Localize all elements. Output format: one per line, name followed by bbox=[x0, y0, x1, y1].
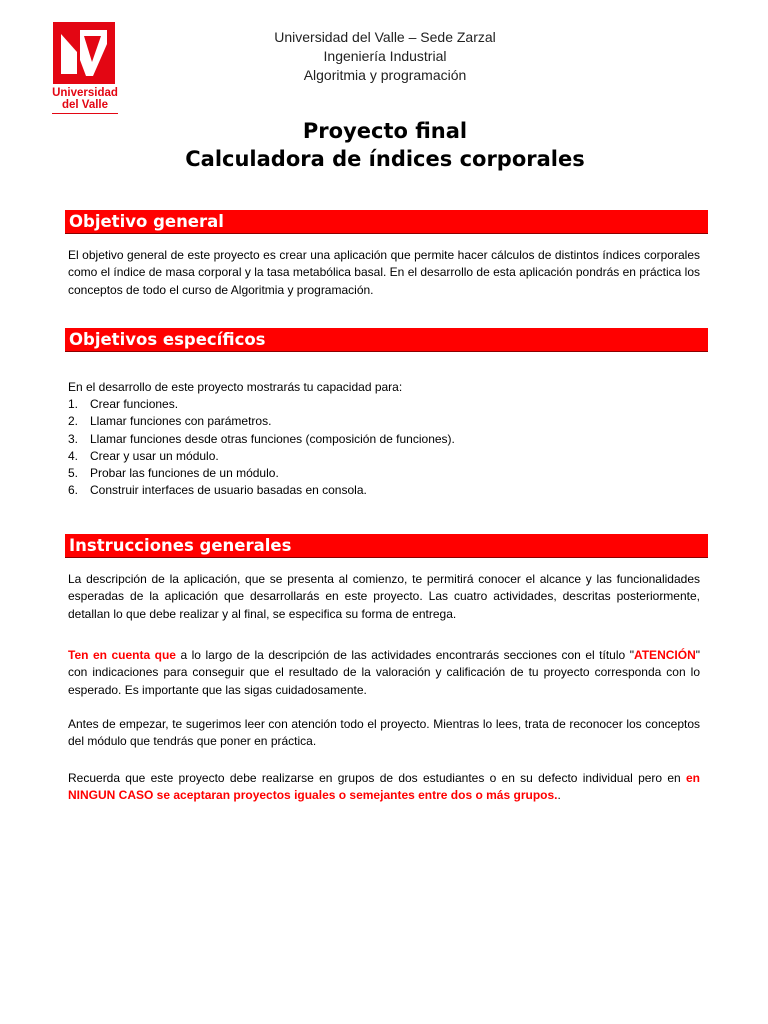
objetivo-general-text: El objetivo general de este proyecto es crear una aplicación que permite hacer cálculos de distintos índices corporales como el índice de masa corporal y la tasa metabólica basal. En el desarrollo de esta aplicación pondrás en práctica los conceptos de todo el curso de Algoritmia y programación. bbox=[68, 248, 700, 297]
section-heading-objetivos-especificos: Objetivos específicos bbox=[65, 328, 708, 352]
header-university: Universidad del Valle – Sede Zarzal bbox=[274, 29, 496, 45]
document-header bbox=[190, 28, 580, 85]
list-item: 2. Llamar funciones con parámetros. bbox=[68, 414, 272, 429]
title-line-2: Calculadora de índices corporales bbox=[185, 147, 585, 171]
title-line-1: Proyecto final bbox=[302, 119, 468, 143]
document-title bbox=[60, 117, 710, 173]
header-course: Algoritmia y programación bbox=[303, 67, 467, 83]
atencion-keyword: ATENCIÓN bbox=[633, 648, 696, 662]
ningun-caso-warning: en NINGUN CASO se aceptaran proyectos iguales o semejantes entre dos o más grupos. bbox=[68, 771, 700, 803]
list-item: 1. Crear funciones. bbox=[68, 397, 179, 411]
section-heading-instrucciones-generales: Instrucciones generales bbox=[65, 534, 708, 558]
instrucciones-paragraph-1: La descripción de la aplicación, que se presenta al comienzo, te permitirá conocer el alcance y las funcionalidades esperadas de la aplicación que desarrollarás en este proyecto. Las cuatro actividades, descritas posteriormente, detallan lo que debe realizar y al final, se especifica su forma de entrega. bbox=[68, 572, 700, 621]
instrucciones-paragraph-4: Recuerda que este proyecto debe realizarse en grupos de dos estudiantes o en su defecto individual pero en en NINGUN CASO se aceptaran proyectos iguales o semejantes entre dos o más grupos.. bbox=[68, 771, 700, 803]
section-heading-objetivo-general: Objetivo general bbox=[65, 210, 708, 234]
list-item: 5. Probar las funciones de un módulo. bbox=[68, 466, 279, 481]
list-item: 4. Crear y usar un módulo. bbox=[68, 448, 219, 463]
objetivos-especificos-intro: En el desarrollo de este proyecto mostrarás tu capacidad para: bbox=[68, 380, 403, 394]
instrucciones-paragraph-3: Antes de empezar, te sugerimos leer con atención todo el proyecto. Mientras lo lees, trata de reconocer los conceptos del módulo que tendrás que poner en práctica. bbox=[68, 717, 700, 749]
header-program: Ingeniería Industrial bbox=[323, 48, 447, 64]
instrucciones-paragraph-2: Ten en cuenta que a lo largo de la descripción de las actividades encontrarás secciones con el título "ATENCIÓN" con indicaciones para conseguir que el resultado de la valoración y calificación de tu proyecto corresponda con lo esperado. Es importante que las sigas cuidadosamente. bbox=[68, 648, 700, 697]
univalle-shield-icon bbox=[53, 22, 115, 84]
ten-en-cuenta-highlight: Ten en cuenta que bbox=[68, 648, 176, 662]
logo-underline bbox=[52, 113, 118, 114]
list-item: 6. Construir interfaces de usuario basadas en consola. bbox=[68, 483, 367, 498]
logo-wordmark: Universidad del Valle bbox=[52, 87, 118, 111]
objetivos-list bbox=[68, 396, 455, 500]
list-item: 3. Llamar funciones desde otras funciones (composición de funciones). bbox=[68, 431, 455, 446]
university-logo bbox=[50, 20, 120, 116]
